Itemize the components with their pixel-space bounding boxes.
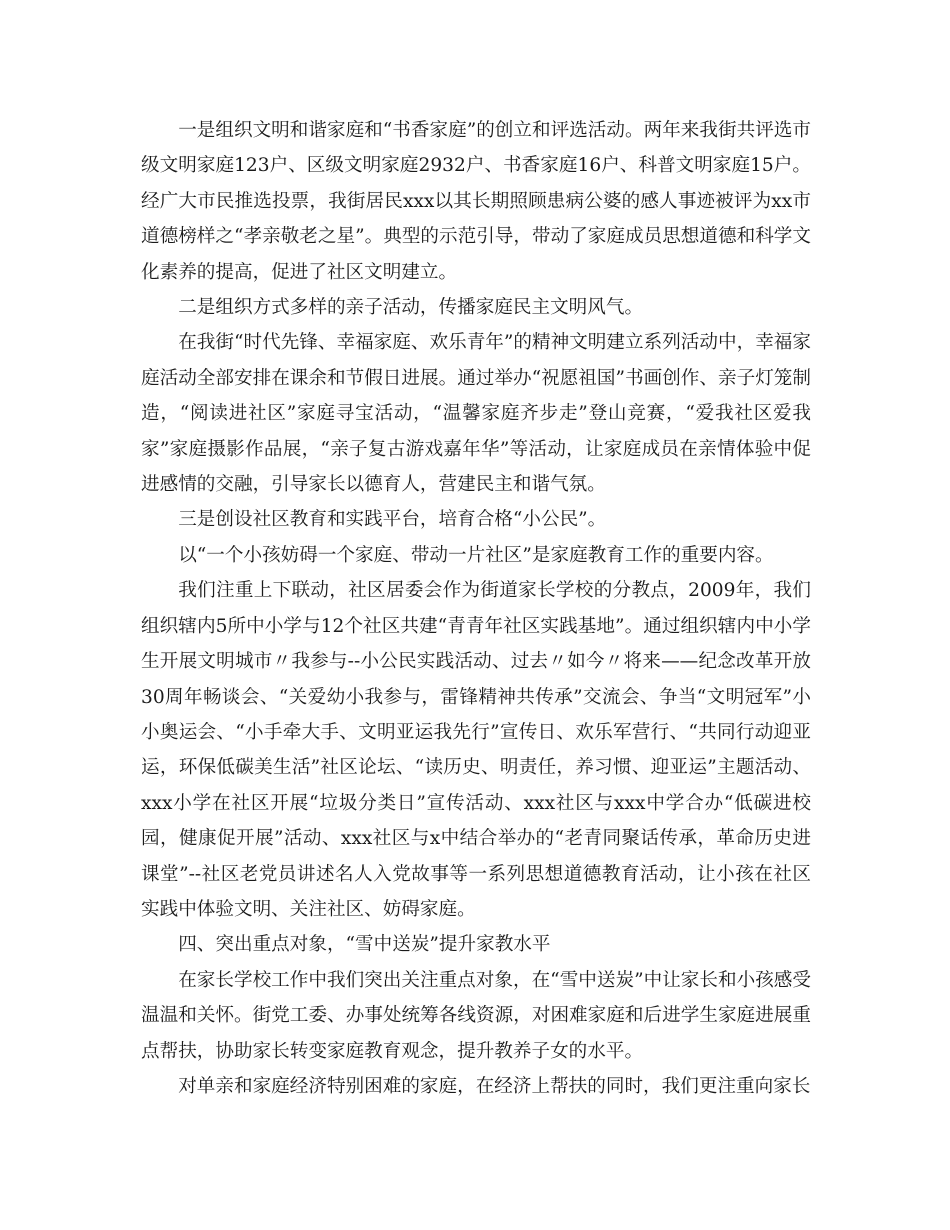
paragraph-heading-parent-child: 二是组织方式多样的亲子活动，传播家庭民主文明风气。 <box>178 297 644 319</box>
paragraph-heading-platform: 三是创设社区教育和实践平台，培育合格“小公民”。 <box>178 509 607 531</box>
paragraph-activities: 在我街“时代先锋、幸福家庭、欢乐青年”的精神文明建立系列活动中，幸福家庭活动全部安排在课余和节假日进展。通过举办“祝愿祖国”书画创作、亲子灯笼制造，“阅读进社区”家庭寻宝活动，“温馨家庭齐步走”登山竞赛，“爱我社区爱我家”家庭摄影作品展，“亲子复古游戏嘉年华”等活动，让家庭成员在亲情体验中促进感情的交融，引导家长以德育人，营建民主和谐气氛。 <box>141 332 811 496</box>
paragraph-single-parent: 对单亲和家庭经济特别困难的家庭，在经济上帮扶的同时，我们更注重向家长 <box>178 1075 811 1097</box>
paragraph-family-education: 以“一个小孩妨碍一个家庭、带动一片社区”是家庭教育工作的重要内容。 <box>178 544 774 566</box>
document-body <box>141 113 811 1104</box>
paragraph-heading-key-targets: 四、突出重点对象，“雪中送炭”提升家教水平 <box>178 934 551 956</box>
paragraph-parent-school: 在家长学校工作中我们突出关注重点对象，在“雪中送炭”中让家长和小孩感受温温和关怀。街党工委、办事处统筹各线资源，对困难家庭和后进学生家庭进展重点帮扶，协助家长转变家庭教育观念，提升教养子女的水平。 <box>141 969 811 1062</box>
paragraph-linkage: 我们注重上下联动，社区居委会作为街道家长学校的分教点，2009年，我们组织辖内5所中小学与12个社区共建“青青年社区实践基地”。通过组织辖内中小学生开展文明城市〃我参与--小公民实践活动、过去〃如今〃将来——纪念改革开放30周年畅谈会、“关爱幼小我参与，雷锋精神共传承”交流会、争当“文明冠军”小小奥运会、“小手牵大手、文明亚运我先行”宣传日、欢乐军营行、“共同行动迎亚运，环保低碳美生活”社区论坛、“读历史、明责任，养习惯、迎亚运”主题活动、xxx小学在社区开展“垃圾分类日”宣传活动、xxx社区与xxx中学合办“低碳进校园，健康促开展”活动、xxx社区与x中结合举办的“老青同聚话传承，革命历史进课堂”--社区老党员讲述名人入党故事等一系列思想道德教育活动，让小孩在社区实践中体验文明、关注社区、妨碍家庭。 <box>141 580 811 920</box>
paragraph-honors: 一是组织文明和谐家庭和“书香家庭”的创立和评选活动。两年来我街共评选市级文明家庭123户、区级文明家庭2932户、书香家庭16户、科普文明家庭15户。经广大市民推选投票，我街居民xxx以其长期照顾患病公婆的感人事迹被评为xx市道德榜样之“孝亲敬老之星”。典型的示范引导，带动了家庭成员思想道德和科学文化素养的提高，促进了社区文明建立。 <box>141 120 811 283</box>
